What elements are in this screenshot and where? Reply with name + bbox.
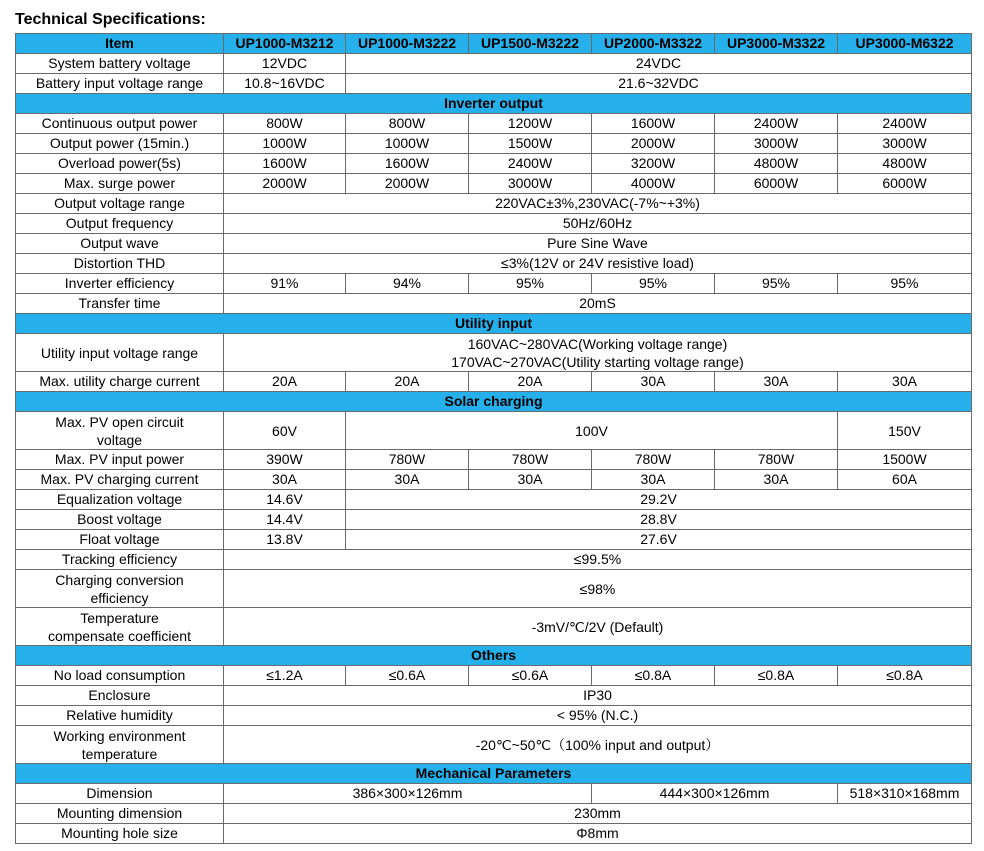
- page-title: Technical Specifications:: [15, 11, 206, 28]
- spec-value: 10.8~16VDC: [224, 74, 346, 94]
- section-row: [16, 94, 972, 114]
- spec-row: [16, 74, 972, 94]
- spec-row: [16, 254, 972, 274]
- spec-value: 60A: [838, 470, 972, 490]
- spec-value: 60V: [224, 412, 346, 450]
- header-model: UP1000-M3212: [224, 34, 346, 54]
- spec-row: [16, 608, 972, 646]
- spec-row: [16, 530, 972, 550]
- spec-value: 30A: [469, 470, 592, 490]
- cell-line: voltage: [96, 431, 143, 448]
- spec-value: 2400W: [838, 114, 972, 134]
- spec-value: ≤0.8A: [715, 666, 838, 686]
- spec-value: 95%: [838, 274, 972, 294]
- spec-value: 3200W: [592, 154, 715, 174]
- spec-value: 2000W: [224, 174, 346, 194]
- spec-value: 1600W: [346, 154, 469, 174]
- spec-value: 1600W: [224, 154, 346, 174]
- spec-row: [16, 784, 972, 804]
- spec-table: [15, 33, 972, 844]
- spec-value: ≤98%: [224, 570, 972, 608]
- spec-label: Relative humidity: [16, 706, 224, 726]
- spec-value: 29.2V: [346, 490, 972, 510]
- header-model: UP1000-M3222: [346, 34, 469, 54]
- spec-label: Utility input voltage range: [16, 334, 224, 372]
- spec-label: Transfer time: [16, 294, 224, 314]
- spec-label: Distortion THD: [16, 254, 224, 274]
- spec-value: 2400W: [469, 154, 592, 174]
- spec-value: 3000W: [838, 134, 972, 154]
- spec-value: 95%: [592, 274, 715, 294]
- spec-label: Output frequency: [16, 214, 224, 234]
- cell-line: efficiency: [90, 589, 149, 606]
- cell-line: Charging conversion: [55, 571, 184, 588]
- spec-value: 1500W: [838, 450, 972, 470]
- spec-row: [16, 666, 972, 686]
- section-row: [16, 392, 972, 412]
- spec-value: -3mV/℃/2V (Default): [224, 608, 972, 646]
- spec-label: System battery voltage: [16, 54, 224, 74]
- spec-label: Mounting hole size: [16, 824, 224, 844]
- spec-value: ≤0.8A: [838, 666, 972, 686]
- spec-value: 95%: [469, 274, 592, 294]
- section-title: Utility input: [16, 314, 972, 334]
- spec-label: Output voltage range: [16, 194, 224, 214]
- spec-value: ≤0.6A: [346, 666, 469, 686]
- cell-line: temperature: [81, 745, 158, 762]
- spec-row: [16, 294, 972, 314]
- section-title: Mechanical Parameters: [16, 764, 972, 784]
- spec-label: Mounting dimension: [16, 804, 224, 824]
- spec-row: [16, 706, 972, 726]
- cell-line: Max. PV open circuit: [55, 413, 184, 430]
- section-title: Inverter output: [16, 94, 972, 114]
- spec-value: 20mS: [224, 294, 972, 314]
- cell-line: 160VAC~280VAC(Working voltage range): [467, 335, 728, 352]
- spec-row: [16, 274, 972, 294]
- spec-value: ≤3%(12V or 24V resistive load): [224, 254, 972, 274]
- spec-value: 14.6V: [224, 490, 346, 510]
- spec-value: 91%: [224, 274, 346, 294]
- spec-label: Max. utility charge current: [16, 372, 224, 392]
- spec-label: Enclosure: [16, 686, 224, 706]
- spec-label: Max. PV charging current: [16, 470, 224, 490]
- spec-label: Float voltage: [16, 530, 224, 550]
- spec-value: ≤0.8A: [592, 666, 715, 686]
- header-model: UP3000-M6322: [838, 34, 972, 54]
- spec-value: 780W: [592, 450, 715, 470]
- spec-value: 386×300×126mm: [224, 784, 592, 804]
- spec-row: [16, 134, 972, 154]
- spec-row: [16, 490, 972, 510]
- spec-value: < 95% (N.C.): [224, 706, 972, 726]
- spec-row: [16, 234, 972, 254]
- spec-value: ≤99.5%: [224, 550, 972, 570]
- spec-value: 50Hz/60Hz: [224, 214, 972, 234]
- cell-line: Working environment: [53, 727, 186, 744]
- spec-value: 220VAC±3%,230VAC(-7%~+3%): [224, 194, 972, 214]
- spec-value: 30A: [838, 372, 972, 392]
- spec-value: Pure Sine Wave: [224, 234, 972, 254]
- spec-row: [16, 372, 972, 392]
- spec-value: 780W: [469, 450, 592, 470]
- section-row: [16, 764, 972, 784]
- header-row: [16, 34, 972, 54]
- spec-value: 1600W: [592, 114, 715, 134]
- spec-label: No load consumption: [16, 666, 224, 686]
- spec-value: 20A: [346, 372, 469, 392]
- section-title: Others: [16, 646, 972, 666]
- spec-label: Inverter efficiency: [16, 274, 224, 294]
- spec-row: [16, 726, 972, 764]
- spec-value: 780W: [715, 450, 838, 470]
- spec-value: 12VDC: [224, 54, 346, 74]
- spec-label: Continuous output power: [16, 114, 224, 134]
- spec-value: 780W: [346, 450, 469, 470]
- spec-value: 3000W: [469, 174, 592, 194]
- spec-value: 94%: [346, 274, 469, 294]
- spec-label: [16, 608, 224, 646]
- spec-value: 518×310×168mm: [838, 784, 972, 804]
- spec-value: 230mm: [224, 804, 972, 824]
- spec-value: 1000W: [224, 134, 346, 154]
- spec-value: 30A: [224, 470, 346, 490]
- spec-row: [16, 686, 972, 706]
- spec-row: [16, 510, 972, 530]
- spec-value: 444×300×126mm: [592, 784, 838, 804]
- cell-line: compensate coefficient: [48, 627, 191, 644]
- spec-value: 30A: [346, 470, 469, 490]
- spec-row: [16, 470, 972, 490]
- spec-value: 4800W: [715, 154, 838, 174]
- spec-row: [16, 54, 972, 74]
- spec-label: Battery input voltage range: [16, 74, 224, 94]
- spec-value: 27.6V: [346, 530, 972, 550]
- spec-value: 30A: [715, 470, 838, 490]
- spec-row: [16, 550, 972, 570]
- spec-label: Tracking efficiency: [16, 550, 224, 570]
- spec-value: 2000W: [592, 134, 715, 154]
- spec-value: 28.8V: [346, 510, 972, 530]
- spec-row: [16, 804, 972, 824]
- spec-label: [16, 412, 224, 450]
- cell-line: 170VAC~270VAC(Utility starting voltage range): [451, 353, 744, 370]
- spec-value: 4000W: [592, 174, 715, 194]
- spec-value: 14.4V: [224, 510, 346, 530]
- spec-label: Output power (15min.): [16, 134, 224, 154]
- spec-label: Max. surge power: [16, 174, 224, 194]
- spec-value: 6000W: [838, 174, 972, 194]
- spec-value: 30A: [715, 372, 838, 392]
- spec-value: 3000W: [715, 134, 838, 154]
- section-row: [16, 646, 972, 666]
- header-model: UP2000-M3322: [592, 34, 715, 54]
- spec-table-body: [16, 34, 972, 844]
- spec-value: 1500W: [469, 134, 592, 154]
- spec-value: 1200W: [469, 114, 592, 134]
- spec-value: 24VDC: [346, 54, 972, 74]
- spec-row: [16, 154, 972, 174]
- spec-label: Output wave: [16, 234, 224, 254]
- spec-label: Overload power(5s): [16, 154, 224, 174]
- spec-row: [16, 824, 972, 844]
- spec-value: 1000W: [346, 134, 469, 154]
- spec-value: ≤1.2A: [224, 666, 346, 686]
- section-title: Solar charging: [16, 392, 972, 412]
- spec-value: 21.6~32VDC: [346, 74, 972, 94]
- spec-value: 390W: [224, 450, 346, 470]
- spec-value: 150V: [838, 412, 972, 450]
- spec-label: Max. PV input power: [16, 450, 224, 470]
- header-item: Item: [16, 34, 224, 54]
- spec-value: 800W: [346, 114, 469, 134]
- spec-value: 2400W: [715, 114, 838, 134]
- spec-value: IP30: [224, 686, 972, 706]
- spec-value: 2000W: [346, 174, 469, 194]
- spec-value: 100V: [346, 412, 838, 450]
- spec-value: 6000W: [715, 174, 838, 194]
- spec-row: [16, 412, 972, 450]
- spec-row: [16, 194, 972, 214]
- cell-line: Temperature: [80, 609, 159, 626]
- spec-row: [16, 334, 972, 372]
- spec-value: 20A: [224, 372, 346, 392]
- spec-value: -20℃~50℃（100% input and output）: [224, 726, 972, 764]
- spec-value: 13.8V: [224, 530, 346, 550]
- spec-row: [16, 450, 972, 470]
- spec-value: ≤0.6A: [469, 666, 592, 686]
- header-model: UP3000-M3322: [715, 34, 838, 54]
- spec-label: Dimension: [16, 784, 224, 804]
- spec-value: 95%: [715, 274, 838, 294]
- spec-value: Φ8mm: [224, 824, 972, 844]
- spec-row: [16, 174, 972, 194]
- spec-value: 20A: [469, 372, 592, 392]
- header-model: UP1500-M3222: [469, 34, 592, 54]
- spec-label: [16, 570, 224, 608]
- spec-value: 800W: [224, 114, 346, 134]
- section-row: [16, 314, 972, 334]
- spec-row: [16, 214, 972, 234]
- spec-value: [224, 334, 972, 372]
- spec-value: 30A: [592, 372, 715, 392]
- spec-row: [16, 114, 972, 134]
- spec-row: [16, 570, 972, 608]
- spec-value: 30A: [592, 470, 715, 490]
- spec-value: 4800W: [838, 154, 972, 174]
- spec-label: [16, 726, 224, 764]
- spec-label: Equalization voltage: [16, 490, 224, 510]
- spec-label: Boost voltage: [16, 510, 224, 530]
